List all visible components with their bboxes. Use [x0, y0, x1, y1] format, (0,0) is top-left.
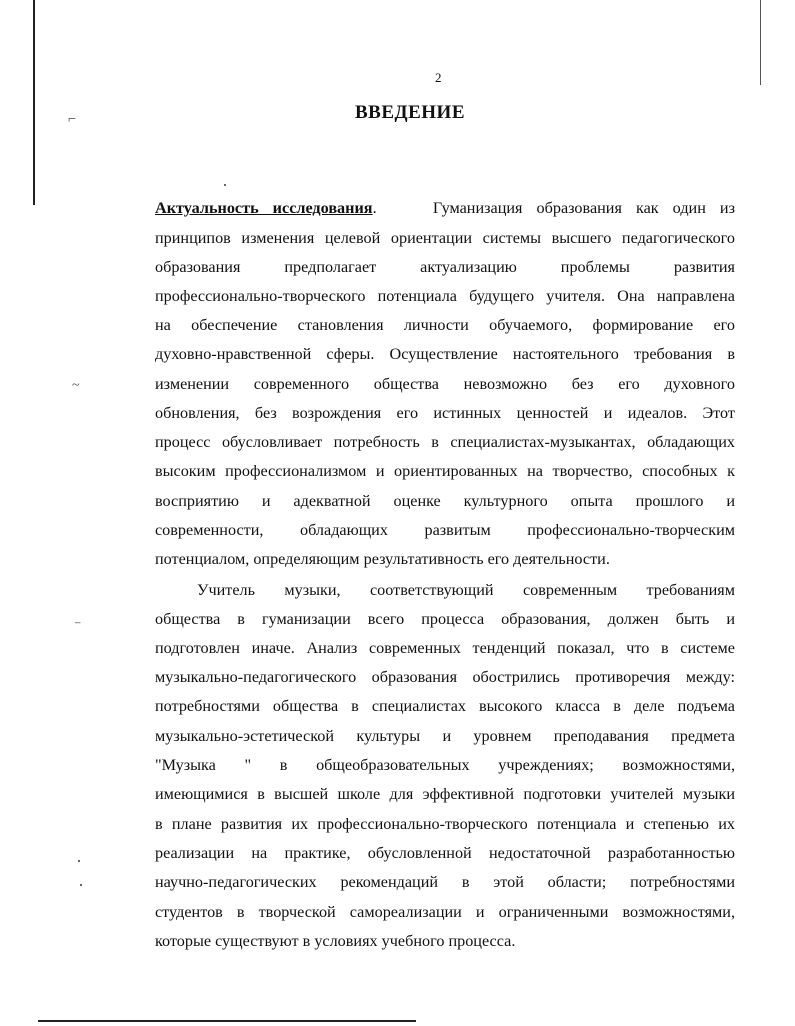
paragraph-line: образования предполагает актуализацию проблемы развития — [155, 258, 735, 276]
paragraph-line: потребностями общества в специалистах высокого класса в деле подъема — [155, 697, 735, 715]
page-number: 2 — [435, 70, 442, 85]
paragraph-line: Учитель музыки, соответствующий современным требованиям — [197, 581, 735, 599]
paragraph-line: реализации на практике, обусловленной недостаточной разработанностью — [155, 844, 735, 862]
paragraph-line: имеющимися в высшей школе для эффективной подготовки учителей музыки — [155, 785, 735, 803]
scan-speck — [78, 860, 80, 862]
paragraph-line: Актуальность исследования. Гуманизация образования как один из — [155, 199, 735, 217]
paragraph-line: восприятию и адекватной оценке культурного опыта прошлого и — [155, 492, 735, 510]
lead-term: Актуальность исследования — [155, 199, 373, 217]
paragraph-line: которые существуют в условиях учебного процесса. — [155, 932, 516, 950]
paragraph-line: профессионально-творческого потенциала будущего учителя. Она направлена — [155, 287, 735, 305]
paragraph-line: высоким профессионализмом и ориентированных на творчество, способных к — [155, 462, 735, 480]
scan-artifact-mark: ~ — [72, 378, 80, 393]
right-margin-rule — [760, 0, 761, 85]
paragraph-line: потенциалом, определяющим результативность его деятельности. — [155, 550, 610, 568]
lead-line-text: Гуманизация образования как один из — [432, 199, 735, 217]
paragraph-line: музыкально-педагогического образования обострились противоречия между: — [155, 668, 735, 686]
left-margin-rule — [33, 0, 35, 205]
paragraph-line: на обеспечение становления личности обучаемого, формирование его — [155, 316, 735, 334]
paragraph-line: принципов изменения целевой ориентации системы высшего педагогического — [155, 229, 735, 247]
scan-speck — [224, 184, 226, 186]
paragraph-line: современности, обладающих развитым профессионально-творческим — [155, 521, 735, 539]
paragraph-line: музыкально-эстетической культуры и уровнем преподавания предмета — [155, 727, 735, 745]
paragraph-line: обновления, без возрождения его истинных ценностей и идеалов. Этот — [155, 404, 735, 422]
scan-artifact-mark: ⌐ — [68, 112, 76, 127]
paragraph-line: "Музыка " в общеобразовательных учреждениях; возможностями, — [155, 756, 735, 774]
scan-speck — [80, 884, 82, 886]
scan-artifact-mark: ⁻ — [74, 619, 82, 634]
paragraph-line: духовно-нравственной сферы. Осуществление настоятельного требования в — [155, 345, 735, 363]
page-title: ВВЕДЕНИЕ — [355, 102, 465, 123]
paragraph-line: процесс обусловливает потребность в специалистах-музыкантах, обладающих — [155, 433, 735, 451]
paragraph-line: в плане развития их профессионально-творческого потенциала и степенью их — [155, 815, 735, 833]
paragraph-line: общества в гуманизации всего процесса образования, должен быть и — [155, 610, 735, 628]
paragraph-line: изменении современного общества невозможно без его духовного — [155, 375, 735, 393]
paragraph-line: подготовлен иначе. Анализ современных тенденций показал, что в системе — [155, 639, 735, 657]
paragraph-line: научно-педагогических рекомендаций в этой области; потребностями — [155, 873, 735, 891]
bottom-rule — [38, 1020, 416, 1022]
paragraph-line: студентов в творческой самореализации и ограниченными возможностями, — [155, 903, 735, 921]
